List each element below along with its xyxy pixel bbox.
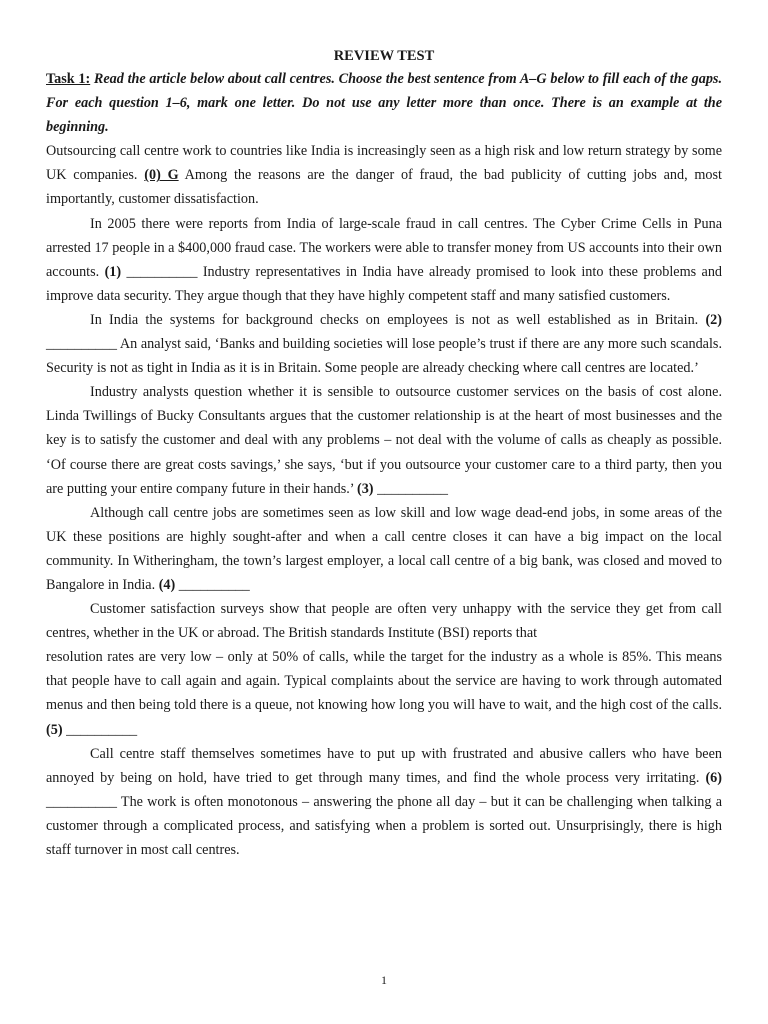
article-body xyxy=(46,67,722,862)
gap-4-number: (4) xyxy=(158,576,176,593)
task-instructions xyxy=(46,67,722,139)
example-answer: (0) G xyxy=(144,167,179,184)
article-paragraph-1: Outsourcing call centre work to countries like India is increasingly seen as a high risk and low return strategy by some UK companies. (0) G Among the reasons are the danger of fraud, the bad publicity of cutting jobs and, most importantly, customer dissatisfaction. xyxy=(46,143,722,208)
article-paragraph-4: Industry analysts question whether it is sensible to outsource customer services on the basis of cost alone. Linda Twillings of Bucky Consultants argues that the customer relationship is at the heart of most businesses and the key is to satisfy the customer and deal with any problems – not deal with the volume of calls as cheaply as possible. ‘Of course there are great costs savings,’ she says, ‘but if you outsource your customer care to a third party, then you are putting your entire company future in their hands.’ (3) __________ xyxy=(46,384,722,497)
gap-5-blank: __________ xyxy=(62,721,138,738)
article-paragraph-7: Call centre staff themselves sometimes have to put up with frustrated and abusive callers who have been annoyed by being on hold, have tried to get through many times, and find the whole process very irritating. (6) __________ The work is often monotonous – answering the phone all day – but it can be challenging when talking a customer through a complicated process, and satisfying when a problem is sorted out. Unsurprisingly, there is high staff turnover in most call centres. xyxy=(46,745,722,858)
article-paragraph-3: In India the systems for background checks on employees is not as well established as in Britain. (2) __________ An analyst said, ‘Banks and building societies will lose people’s trust if there are any more such scandals. Security is not as tight in India as it is in Britain. Some people are already checking where call centres are located.’ xyxy=(46,311,722,377)
gap-6-blank: __________ xyxy=(46,793,121,810)
page-number: 1 xyxy=(381,973,387,987)
gap-6-number: (6) xyxy=(705,769,722,786)
gap-5-number: (5) xyxy=(46,721,63,738)
gap-1-blank: __________ xyxy=(121,263,203,280)
task-instructions-text: Read the article below about call centres. Choose the best sentence from A–G below to fill each of the gaps. For each question 1–6, mark one letter. Do not use any letter more than once. There is an example at the beginning. xyxy=(46,71,722,136)
article-paragraph-6-continued: resolution rates are very low – only at 50% of calls, while the target for the industry as a whole is 85%. This means that people have to call again and again. Typical complaints about the service are having to work through automated menus and then being told there is a queue, not knowing how long you will have to wait, and the high cost of the calls. (5) __________ xyxy=(46,649,722,738)
gap-1-number: (1) xyxy=(104,263,122,280)
gap-3-number: (3) xyxy=(356,480,374,497)
article-paragraph-5: Although call centre jobs are sometimes seen as low skill and low wage dead-end jobs, in some areas of the UK these positions are highly sought-after and when a call centre closes it can have a big impact on the local community. In Witheringham, the town’s largest employer, a local call centre of a big bank, was closed and moved to Bangalore in India. (4) __________ xyxy=(46,504,722,593)
gap-3-blank: __________ xyxy=(373,480,449,497)
gap-4-blank: __________ xyxy=(175,576,250,593)
gap-2-blank: __________ xyxy=(46,336,120,353)
page-title: REVIEW TEST xyxy=(333,48,435,64)
gap-2-number: (2) xyxy=(705,311,722,328)
article-paragraph-6: Customer satisfaction surveys show that people are often very unhappy with the service they get from call centres, whether in the UK or abroad. The British standards Institute (BSI) reports that xyxy=(46,601,722,642)
article-paragraph-2: In 2005 there were reports from India of large-scale fraud in call centres. The Cyber Crime Cells in Puna arrested 17 people in a $400,000 fraud case. The workers were able to transfer money from US accounts into their own accounts. (1) __________ Industry representatives in India have already promised to look into these problems and improve data security. They argue though that they have highly competent staff and many satisfied customers. xyxy=(46,215,723,304)
task-label: Task 1: xyxy=(46,71,91,87)
